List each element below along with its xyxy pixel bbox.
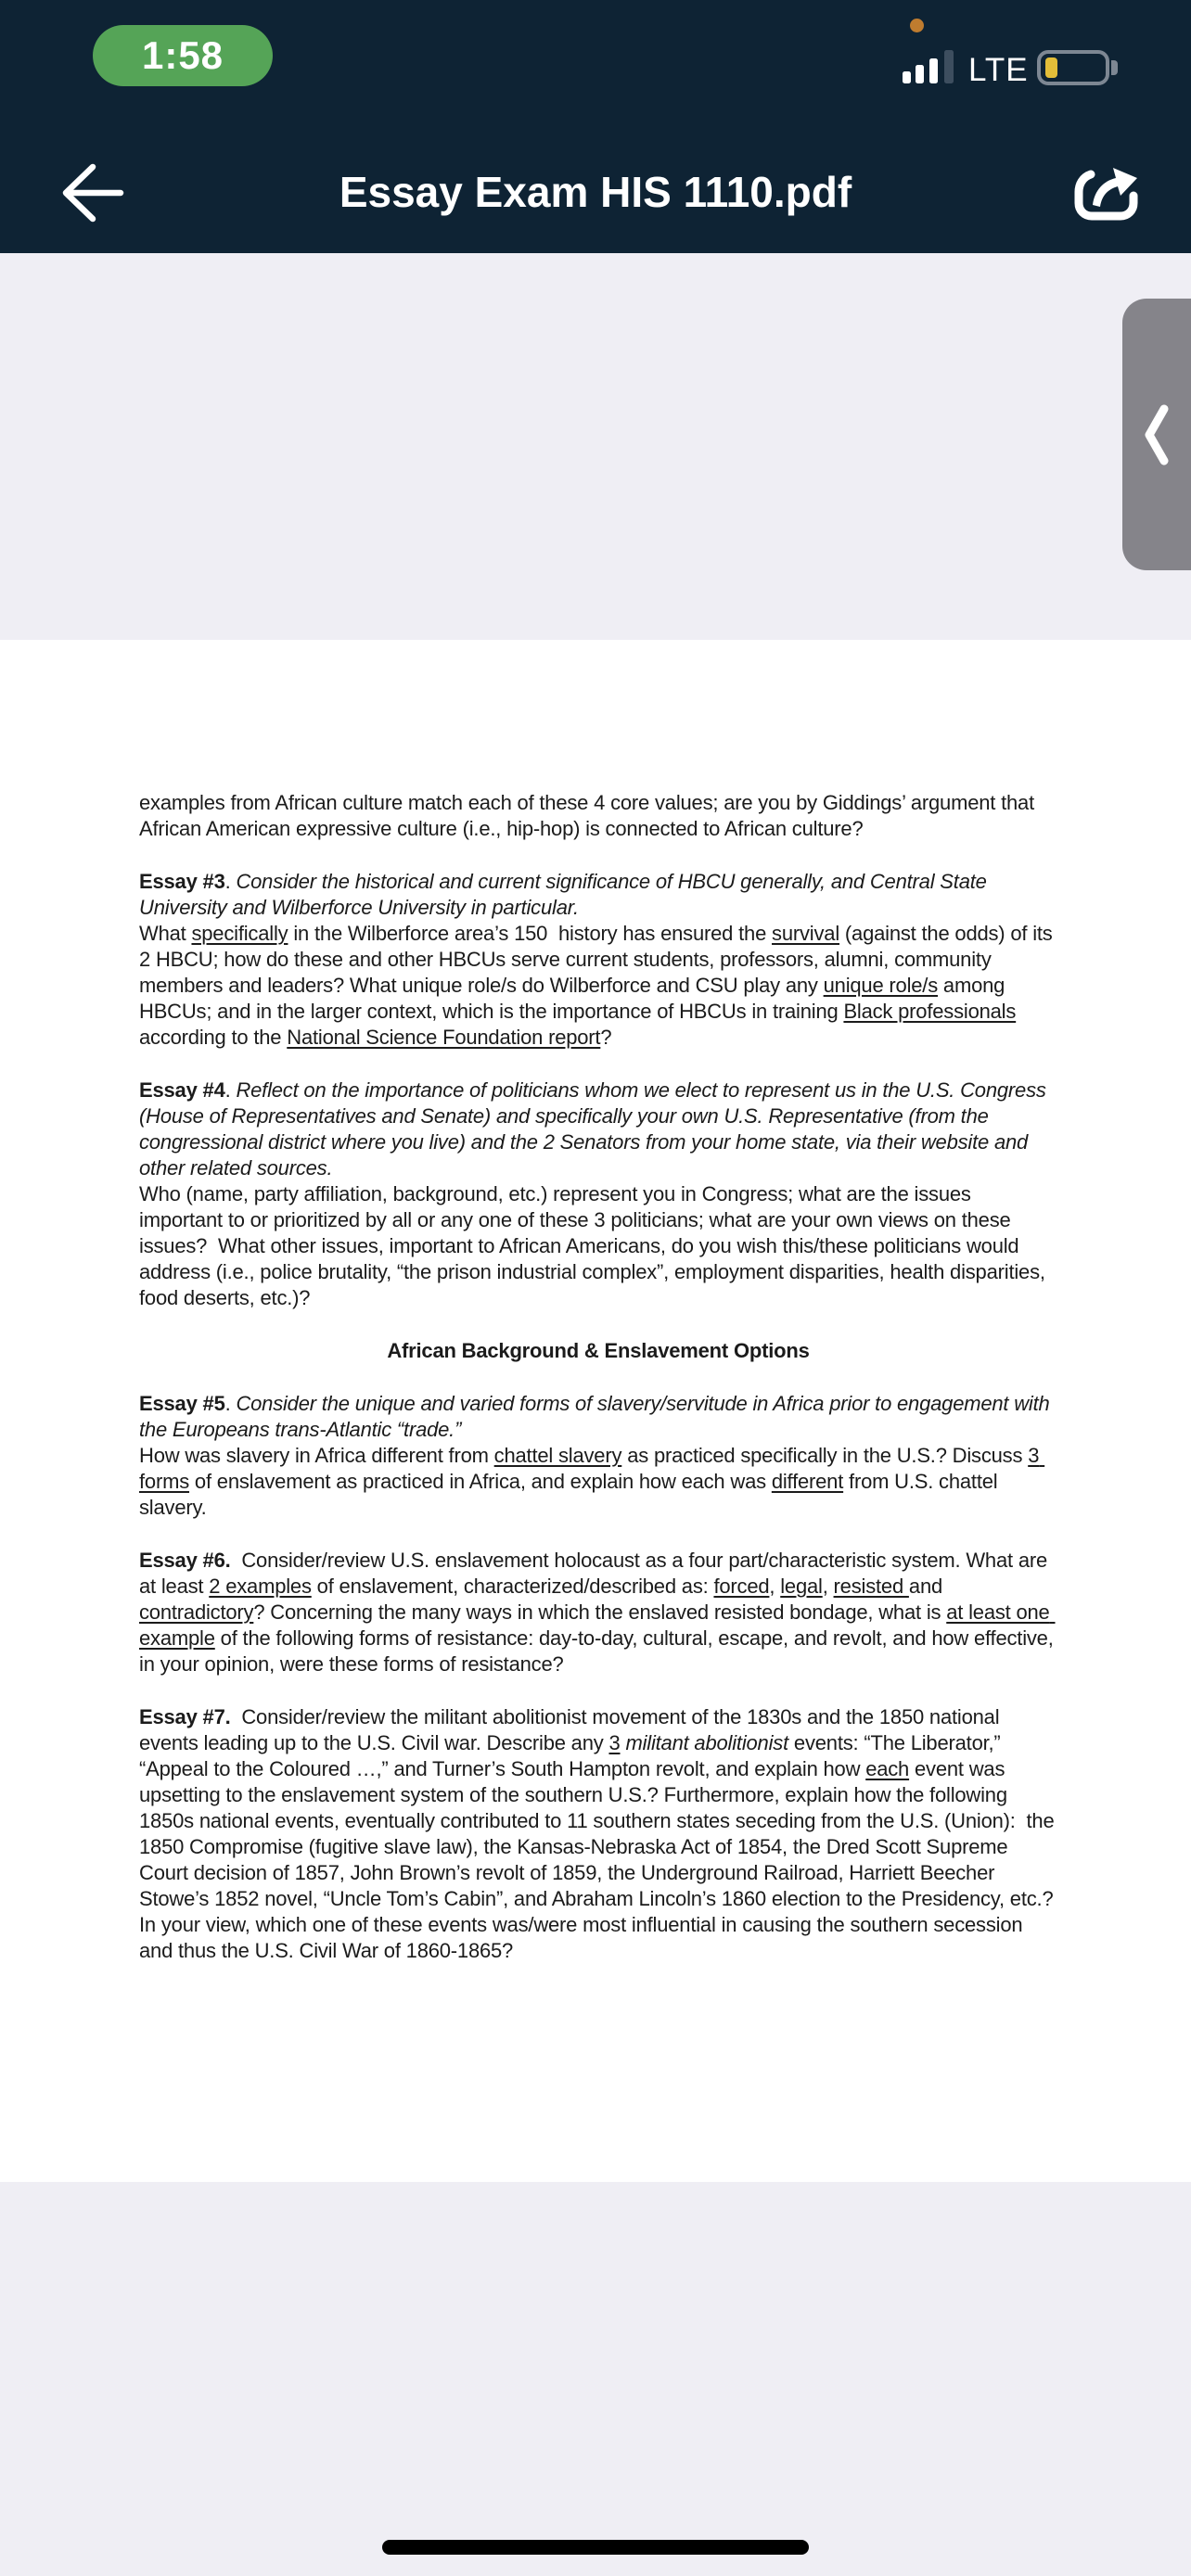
battery-icon [1037,50,1109,85]
status-time: 1:58 [141,33,224,77]
paragraph-continuation [139,790,1057,842]
text-run: (against the odds) of its 2 HBCU; how do these and other HBCUs serve current students, professors, alumni, community members and leaders? What unique role/s do Wilberforce and CSU play any [139,922,1058,997]
text-run: events: “The Liberator,” “Appeal to the Coloured …,” and Turner’s South Hampton revolt, and explain how [139,1731,1006,1780]
share-button[interactable] [1056,147,1158,239]
text-run: Reflect on the importance of politicians whom we elect to represent us in the U.S. Congress (House of Representatives and Senate) and specifically your own U.S. Representative (from the congressional district where you live) and the 2 Senators from your home state, via their website and other related sources. [139,1078,1052,1180]
section-heading [139,1338,1057,1364]
text-run: as practiced specifically in the U.S.? Discuss [621,1444,1029,1467]
text-run: Consider/review U.S. enslavement holocaust as a four part/characteristic system. What are at least [139,1549,1053,1598]
text-run: from U.S. chattel slavery. [139,1470,1004,1519]
text-run: African Background & Enslavement Options [387,1339,810,1362]
text-run: National Science Foundation report [287,1026,601,1049]
essay-6-paragraph [139,1548,1057,1677]
essay-3-paragraph [139,869,1057,1051]
text-run: 3 [608,1731,621,1754]
text-run: ? [600,1026,612,1049]
text-run: event was upsetting to the enslavement system of the southern U.S.? Furthermore, explain how the following 1850s national events, eventually contributed to 11 southern states seceding from the U.S. (Union): the 1850 Compromise (fugitive slave law), the Kansas-Nebraska Act of 1854, the Dred Scott Supreme Court decision of 1857, John Brown’s revolt of 1859, the Underground Railroad, Harriett Beecher Stowe’s 1852 novel, “Uncle Tom’s Cabin”, and Abraham Lincoln’s 1860 election to the Presidency, etc.? In your view, which one of these events was/were most influential in causing the southern secession and thus the U.S. Civil War of 1860-1865? [139,1757,1060,1962]
text-run: . [224,870,237,893]
text-run: in the Wilberforce area’s 150 history has ensured the [288,922,773,945]
text-run: Essay #7. [139,1705,231,1728]
text-run: ? Concerning the many ways in which the enslaved resisted bondage, what is [253,1600,947,1624]
text-run: Consider/review the militant abolitionist movement of the 1830s and the 1850 national events leading up to the U.S. Civil war. Describe any [139,1705,1005,1754]
text-run: examples from African culture match each of these 4 core values; are you by Giddings’ argument that African American expressive culture (i.e., hip-hop) is connected to African culture? [139,791,1039,840]
text-run: Essay #6. [139,1549,231,1572]
text-run: Essay #3 [139,870,225,893]
text-run: , [822,1575,834,1598]
text-run: forced [713,1575,770,1598]
text-run: chattel slavery [493,1444,622,1467]
text-run: of enslavement, characterized/described as: [311,1575,714,1598]
back-arrow-icon [61,162,124,223]
battery-cap [1111,60,1118,75]
text-run: of enslavement as practiced in Africa, and explain how each was [189,1470,772,1493]
text-run: legal [780,1575,823,1598]
pdf-page[interactable] [0,640,1191,2182]
chevron-left-icon [1144,403,1170,466]
text-run: . [224,1392,237,1415]
text-run: each [865,1757,910,1780]
text-run: 3 forms [139,1444,1045,1493]
text-run: How was slavery in Africa different from [139,1444,494,1467]
battery-level-fill [1045,57,1057,78]
text-run: at least one example [139,1600,1056,1650]
text-run: Consider the historical and current significance of HBCU generally, and Central State University and Wilberforce University in particular. [139,870,992,919]
document-title: Essay Exam HIS 1110.pdf [339,168,852,216]
active-call-status-pill[interactable] [93,25,273,86]
text-run: 2 examples [209,1575,312,1598]
text-run: militant abolitionist [625,1731,788,1754]
text-run: among HBCUs; and in the larger context, which is the importance of HBCUs in training [139,974,1011,1023]
text-run: of the following forms of resistance: day-to-day, cultural, escape, and revolt, and how effective, in your opinion, were these forms of resistance? [139,1626,1059,1676]
text-run: , [769,1575,781,1598]
text-run: . [224,1078,237,1102]
text-run: different [771,1470,844,1493]
text-run: survival [772,922,840,945]
app-header [0,0,1191,253]
text-run: unique role/s [823,974,939,997]
home-indicator[interactable] [382,2540,809,2555]
essay-7-paragraph [139,1704,1060,1964]
text-run: Who (name, party affiliation, background, etc.) represent you in Congress; what are the issues important to or prioritized by all or any one of these 3 politicians; what are your own views on these issues? What other issues, important to African Americans, do you wish this/these politicians would address (i.e., police brutality, “the prison industrial complex”, employment disparities, health disparities, food deserts, etc.)? [139,1182,1051,1309]
text-run: Essay #5 [139,1392,225,1415]
text-run: according to the [139,1000,1022,1049]
share-icon [1072,162,1141,223]
signal-strength-icon [901,50,960,83]
mic-in-use-indicator-icon [910,19,924,32]
text-run: contradictory [139,1600,254,1624]
text-run: Essay #4 [139,1078,225,1102]
pdf-text [0,640,1191,1964]
text-run: Black professionals [843,1000,1017,1023]
essay-5-paragraph [139,1391,1057,1521]
essay-4-paragraph [139,1078,1057,1311]
text-run: What [139,922,192,945]
text-run: specifically [191,922,288,945]
text-run: resisted [833,1575,909,1598]
back-button[interactable] [46,147,139,239]
network-type-label: LTE [968,52,1029,88]
text-run: and [908,1575,948,1598]
sidebar-pull-tab[interactable] [1122,299,1191,570]
text-run: Consider the unique and varied forms of slavery/servitude in Africa prior to engagement with the Europeans trans-Atlantic “trade.” [139,1392,1056,1441]
